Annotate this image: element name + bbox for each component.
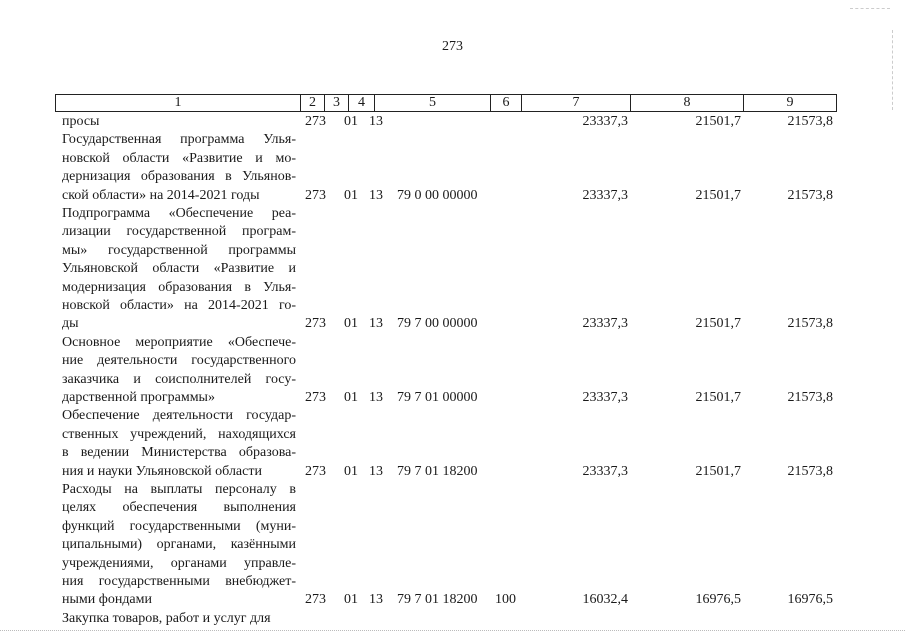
- cell-c8: 21501,7: [695, 114, 741, 129]
- top-scan-edge: [850, 8, 890, 9]
- cell-c9: 21573,8: [787, 316, 833, 332]
- description-line: заказчика и соисполнителей госу-: [62, 371, 296, 387]
- cell-c3: 01: [344, 114, 358, 129]
- description-line: ципальными) органами, казёнными: [62, 537, 296, 553]
- cell-c7: 23337,3: [582, 390, 628, 405]
- cell-c5: 79 7 01 18200: [397, 592, 478, 608]
- cell-c8: 21501,7: [695, 316, 741, 332]
- page-number: 273: [442, 39, 463, 54]
- cell-c5: 79 7 01 00000: [397, 390, 478, 405]
- description-line: ными фондами: [62, 592, 153, 608]
- description-line: ды: [62, 316, 79, 332]
- cell-c5: 79 7 01 18200: [397, 463, 478, 479]
- cell-c8: 21501,7: [695, 187, 741, 203]
- cell-c8: 21501,7: [695, 463, 741, 479]
- cell-c7: 23337,3: [582, 316, 628, 332]
- cell-c9: 21573,8: [787, 187, 833, 203]
- description-line: Основное мероприятие «Обеспече-: [62, 334, 296, 350]
- description-line: Государственная программа Улья-: [62, 132, 296, 148]
- cell-c2: 273: [305, 463, 326, 479]
- cell-c5: 79 0 00 00000: [397, 187, 478, 203]
- cell-c7: 16032,4: [582, 592, 628, 608]
- description-line: Закупка товаров, работ и услуг для: [62, 610, 271, 626]
- cell-c2: 273: [305, 187, 326, 203]
- description-line: Ульяновской области «Развитие и: [62, 261, 296, 277]
- cell-c2: 273: [305, 592, 326, 608]
- description-line: ния государственными внебюджет-: [62, 573, 296, 589]
- description-line: дарственной программы»: [62, 389, 215, 405]
- cell-c3: 01: [344, 390, 358, 405]
- row-description: [62, 481, 296, 610]
- description-line: Подпрограмма «Обеспечение реа-: [62, 206, 296, 221]
- cell-c4: 13: [369, 463, 383, 479]
- cell-c4: 13: [369, 114, 383, 129]
- cell-c2: 273: [305, 114, 326, 129]
- cell-c3: 01: [344, 463, 358, 479]
- cell-c3: 01: [344, 187, 358, 203]
- description-line: мы» государственной программы: [62, 242, 296, 258]
- header-col-1: 1: [56, 95, 301, 111]
- cell-c9: 21573,8: [787, 114, 833, 129]
- cell-c7: 23337,3: [582, 114, 628, 129]
- description-line: Расходы на выплаты персоналу в: [62, 482, 296, 497]
- cell-c2: 273: [305, 390, 326, 405]
- description-line: лизации государственной програм-: [62, 224, 296, 240]
- cell-c4: 13: [369, 592, 383, 608]
- header-col-8: 8: [631, 95, 744, 111]
- cell-c4: 13: [369, 187, 383, 203]
- description-line: просы: [62, 114, 100, 129]
- cell-c9: 21573,8: [787, 390, 833, 405]
- row-description: [62, 205, 296, 334]
- description-line: новской области» на 2014-2021 го-: [62, 297, 296, 313]
- cell-c2: 273: [305, 316, 326, 332]
- cell-c5: 79 7 00 00000: [397, 316, 478, 332]
- right-scan-edge: [892, 30, 894, 110]
- cell-c8: 16976,5: [695, 592, 741, 608]
- header-col-4: 4: [349, 95, 375, 111]
- header-col-9: 9: [786, 95, 794, 110]
- description-line: ственных учреждений, находящихся: [62, 426, 296, 442]
- row-description: [62, 407, 296, 481]
- header-col-7: 7: [522, 95, 631, 111]
- cell-c4: 13: [369, 316, 383, 332]
- cell-c9: 21573,8: [787, 463, 833, 479]
- bottom-scan-edge: [0, 630, 905, 632]
- description-line: в ведении Министерства образова-: [62, 445, 296, 461]
- description-line: ния и науки Ульяновской области: [62, 463, 262, 479]
- cell-c6: 100: [495, 592, 516, 608]
- row-description: [62, 610, 296, 628]
- header-col-6: 6: [491, 95, 522, 111]
- row-description: [62, 113, 296, 131]
- row-description: [62, 334, 296, 408]
- header-col-5: 5: [375, 95, 491, 111]
- cell-c9: 16976,5: [787, 592, 833, 608]
- cell-c3: 01: [344, 316, 358, 332]
- description-line: новской области «Развитие и мо-: [62, 150, 296, 166]
- cell-c4: 13: [369, 390, 383, 405]
- cell-c8: 21501,7: [695, 390, 741, 405]
- description-line: Обеспечение деятельности государ-: [62, 408, 296, 424]
- header-col-3: 3: [325, 95, 349, 111]
- description-line: функций государственными (муни-: [62, 518, 296, 534]
- table-header: [55, 94, 837, 112]
- row-description: [62, 131, 296, 205]
- description-line: ние деятельности государственного: [62, 353, 296, 369]
- description-line: дернизация образования в Ульянов-: [62, 169, 296, 185]
- cell-c7: 23337,3: [582, 463, 628, 479]
- description-line: учреждениями, органами управле-: [62, 555, 296, 571]
- description-line: целях обеспечения выполнения: [62, 500, 296, 516]
- cell-c7: 23337,3: [582, 187, 628, 203]
- description-line: ской области» на 2014-2021 годы: [62, 187, 260, 203]
- cell-c3: 01: [344, 592, 358, 608]
- description-line: модернизация образования в Улья-: [62, 279, 296, 295]
- header-col-2: 2: [301, 95, 325, 111]
